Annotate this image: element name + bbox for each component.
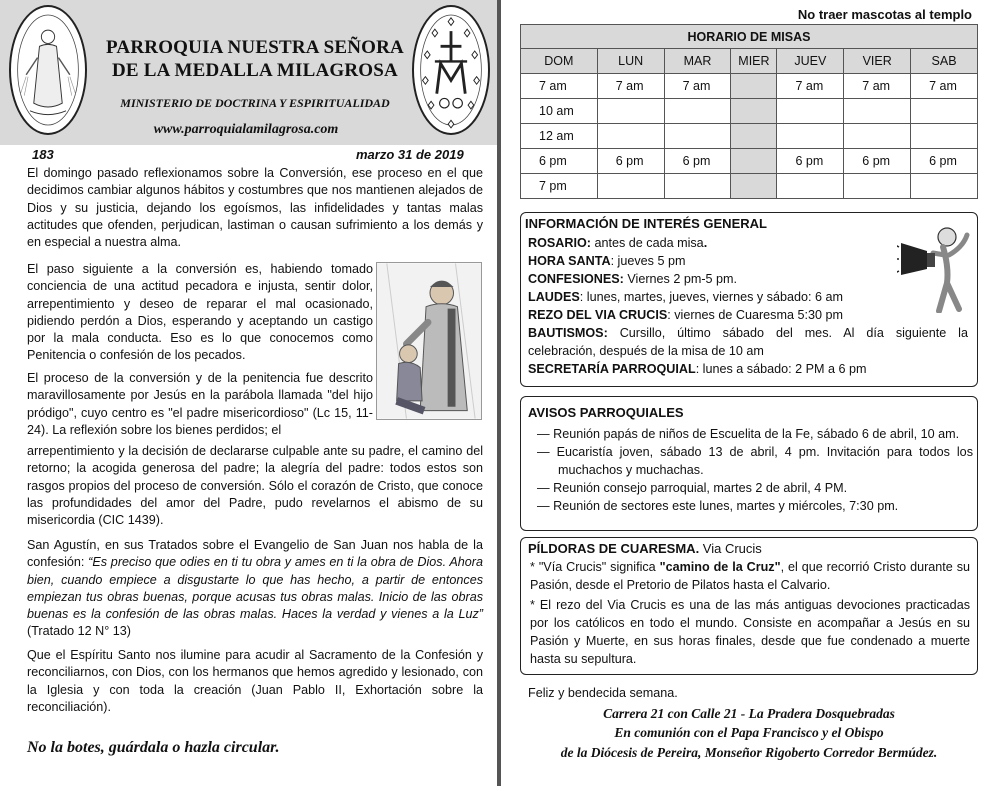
- info-bautismos-cont: celebración, después de la misa de 10 am: [528, 344, 764, 358]
- schedule-cell: [731, 124, 777, 149]
- schedule-cell: [597, 174, 664, 199]
- info-label: ROSARIO:: [528, 236, 591, 250]
- virgin-medal-icon: [9, 5, 87, 135]
- megaphone-figure-icon: [897, 217, 977, 313]
- pildoras-title: [528, 541, 762, 556]
- avisos-title: AVISOS PARROQUIALES: [528, 405, 684, 420]
- schedule-cell: [844, 174, 911, 199]
- article-paragraph: [27, 537, 483, 641]
- aviso-item: — Eucaristía joven, sábado 13 de abril, 4 pm. Invitación para todos los: [537, 445, 973, 459]
- schedule-cell: [777, 124, 844, 149]
- info-value: : viernes de Cuaresma 5:30 pm: [667, 308, 843, 322]
- schedule-cell: 6 pm: [664, 149, 731, 174]
- lent-pills-box: [520, 537, 978, 675]
- schedule-cell: [597, 124, 664, 149]
- schedule-cell: [664, 174, 731, 199]
- article-paragraph: El paso siguiente a la conversión es, habiendo tomado conciencia de una actitud pecadora e injusta, sentir dolor, arrepentimiento y deseo de reparar el mal ocasionado, pidiendo perdón a Dios, esperando y aceptando un castigo por la mala conducta. Eso es lo que conocemos como Penitencia o confesión de los pecados.: [27, 262, 373, 363]
- info-period: .: [703, 236, 708, 250]
- schedule-cell: 6 pm: [597, 149, 664, 174]
- schedule-cell: [664, 124, 731, 149]
- schedule-cell: 7 am: [664, 74, 731, 99]
- schedule-row: [521, 174, 978, 199]
- info-value: antes de cada misa: [590, 236, 704, 250]
- parish-title-line2: DE LA MEDALLA MILAGROSA: [112, 60, 398, 81]
- info-label: SECRETARÍA PARROQUIAL: [528, 362, 696, 376]
- info-hora-santa: [528, 252, 685, 270]
- info-label: LAUDES: [528, 290, 580, 304]
- schedule-cell: 10 am: [521, 99, 598, 124]
- info-bautismos: [528, 324, 968, 342]
- pildoras-subtitle: Via Crucis: [699, 541, 762, 556]
- info-value: : lunes, martes, jueves, viernes y sábado: 6 am: [579, 290, 843, 304]
- schedule-cell: 7 am: [777, 74, 844, 99]
- schedule-cell: [911, 124, 978, 149]
- schedule-cell: [844, 99, 911, 124]
- info-label: BAUTISMOS:: [528, 326, 608, 340]
- cross-m-medal-icon: [412, 5, 490, 135]
- day-header: DOM: [521, 49, 598, 74]
- info-rosario: [528, 234, 707, 252]
- schedule-title: HORARIO DE MISAS: [521, 25, 978, 49]
- left-page: [0, 0, 497, 786]
- day-header: MAR: [664, 49, 731, 74]
- day-header: JUEV: [777, 49, 844, 74]
- info-value: : lunes a sábado: 2 PM a 6 pm: [695, 362, 867, 376]
- pildora-text: , el que recorrió Cristo durante su Pasión, desde el Pretorio de Pilatos hasta el Calvario.: [530, 560, 970, 592]
- diocese-line: de la Diócesis de Pereira, Monseñor Rigoberto Corredor Bermúdez.: [560, 745, 938, 760]
- aviso-item: — Reunión papás de niños de Escuelita de la Fe, sábado 6 de abril, 10 am.: [537, 427, 960, 441]
- schedule-cell: [844, 124, 911, 149]
- schedule-cell: [731, 99, 777, 124]
- schedule-cell: [777, 99, 844, 124]
- schedule-cell: 7 pm: [521, 174, 598, 199]
- pildora-item: * El rezo del Via Crucis es una de las más antiguas devociones practicadas por los católicos en todo el mundo. Consiste en acompañar a Jesús en su Pasión y Muerte, en sus horas finales, desde que fue condenado a muerte hasta su sepultura.: [530, 598, 970, 666]
- info-label: HORA SANTA: [528, 254, 611, 268]
- info-value: Cursillo, último sábado del mes. Al día siguiente la: [607, 326, 968, 340]
- pildora-bold: "camino de la Cruz": [659, 560, 781, 574]
- issue-number: 183: [32, 147, 54, 162]
- pildora-text: * "Vía Crucis" significa: [530, 560, 660, 574]
- schedule-row: [521, 74, 978, 99]
- info-title: INFORMACIÓN DE INTERÉS GENERAL: [525, 216, 767, 231]
- schedule-cell: [664, 99, 731, 124]
- info-secretaria: [528, 360, 867, 378]
- no-pets-notice: No traer mascotas al templo: [797, 7, 972, 22]
- schedule-cell: 7 am: [597, 74, 664, 99]
- page-fold: [497, 0, 501, 786]
- schedule-row: [521, 149, 978, 174]
- info-laudes: [528, 288, 843, 306]
- schedule-cell: [731, 149, 777, 174]
- augustine-quote: “Es preciso que odies en ti tu obra y ames en ti la obra de Dios. Ahora bien, cuando empiece a disgustarte lo que has hecho, a partir de entonces empiezan tus obras buenas, porque acusas tus obras malas. Inicio de las obras buenas es la confesión de las obras malas. Haces la verdad y vienes a la Luz”: [27, 555, 483, 622]
- parish-title: [96, 36, 414, 82]
- schedule-cell: 6 pm: [911, 149, 978, 174]
- day-header: SAB: [911, 49, 978, 74]
- day-header: MIER: [731, 49, 777, 74]
- pildoras-title-text: PÍLDORAS DE CUARESMA.: [528, 541, 700, 556]
- info-value: Viernes 2 pm-5 pm.: [623, 272, 738, 286]
- info-label: CONFESIONES:: [528, 272, 624, 286]
- address-line: Carrera 21 con Calle 21 - La Pradera Dosquebradas: [603, 706, 895, 721]
- schedule-cell: 6 pm: [844, 149, 911, 174]
- article-paragraph: El proceso de la conversión y de la penitencia fue descrito maravillosamente por Jesús en la parábola llamada "del hijo pródigo", cuyo centro es "el padre misericordioso" (Lc 15, 11-24). La reflexión sobre los bienes perdidos; el: [27, 371, 373, 437]
- day-header: LUN: [597, 49, 664, 74]
- schedule-days-row: [521, 49, 978, 74]
- schedule-cell: [597, 99, 664, 124]
- communion-line: En comunión con el Papa Francisco y el Obispo: [614, 725, 884, 740]
- schedule-cell: 7 am: [844, 74, 911, 99]
- day-header: VIER: [844, 49, 911, 74]
- schedule-cell: 6 pm: [521, 149, 598, 174]
- aviso-item: — Reunión de sectores este lunes, martes y miércoles, 7:30 pm.: [537, 499, 899, 513]
- farewell-text: Feliz y bendecida semana.: [528, 686, 678, 700]
- schedule-cell: [911, 99, 978, 124]
- issue-date: marzo 31 de 2019: [356, 147, 464, 162]
- ministry-subtitle: MINISTERIO DE DOCTRINA Y ESPIRITUALIDAD: [120, 96, 390, 110]
- schedule-cell: [731, 174, 777, 199]
- quote-reference: (Tratado 12 N° 13): [27, 624, 131, 639]
- parish-title-line1: PARROQUIA NUESTRA SEÑORA: [106, 37, 404, 58]
- general-info-box: [520, 212, 978, 387]
- aviso-item-cont: muchachos y muchachas.: [558, 463, 704, 477]
- article-paragraph: arrepentimiento y la decisión de declararse culpable ante su padre, el camino del retorno; la acogida generosa del padre; la alegría del padre: todos estos son rasgos propios del proceso de conversión. Sólo el corazón de Cristo, que conoce las profundidades del amor del Padre, pudo revelarnos el abismo de su misericordia (CIC 1439).: [27, 444, 483, 528]
- closing-note: No la botes, guárdala o hazla circular.: [27, 739, 280, 756]
- parish-notices-box: [520, 396, 978, 531]
- article-paragraph: Que el Espíritu Santo nos ilumine para acudir al Sacramento de la Confesión y reconciliarnos, con Dios, con los hermanos que hemos agredido y lesionado, con la Iglesia y con toda la creación (Juan Pablo II, Exhortación sobre la reconciliación).: [27, 648, 483, 714]
- website-link[interactable]: www.parroquialamilagrosa.com: [153, 122, 339, 137]
- aviso-item: — Reunión consejo parroquial, martes 2 de abril, 4 PM.: [537, 481, 848, 495]
- pildora-item: [530, 558, 970, 594]
- quote-intro: San Agustín, en sus Tratados sobre el Evangelio de San Juan nos habla de la confesión:: [27, 538, 483, 570]
- schedule-cell: [731, 74, 777, 99]
- info-label: REZO DEL VIA CRUCIS: [528, 308, 668, 322]
- schedule-cell: 12 am: [521, 124, 598, 149]
- schedule-cell: 6 pm: [777, 149, 844, 174]
- mass-schedule-table: [520, 24, 978, 199]
- schedule-cell: 7 am: [521, 74, 598, 99]
- article-paragraph: El domingo pasado reflexionamos sobre la Conversión, ese proceso en el que decidimos cambiar algunos hábitos y costumbres que nos mantienen alejados de Dios y su justicia, dejando los egoísmos, las infidelidades y tantas malas actitudes que ofenden, perjudican, lastiman o causan sufrimiento a los demás y en especial a nuestra alma.: [27, 166, 483, 250]
- schedule-cell: [911, 174, 978, 199]
- info-confesiones: [528, 270, 737, 288]
- info-value: : jueves 5 pm: [610, 254, 686, 268]
- info-via-crucis: [528, 306, 843, 324]
- priest-blessing-illustration: [376, 262, 482, 420]
- schedule-row: [521, 99, 978, 124]
- schedule-cell: 7 am: [911, 74, 978, 99]
- schedule-row: [521, 124, 978, 149]
- schedule-cell: [777, 174, 844, 199]
